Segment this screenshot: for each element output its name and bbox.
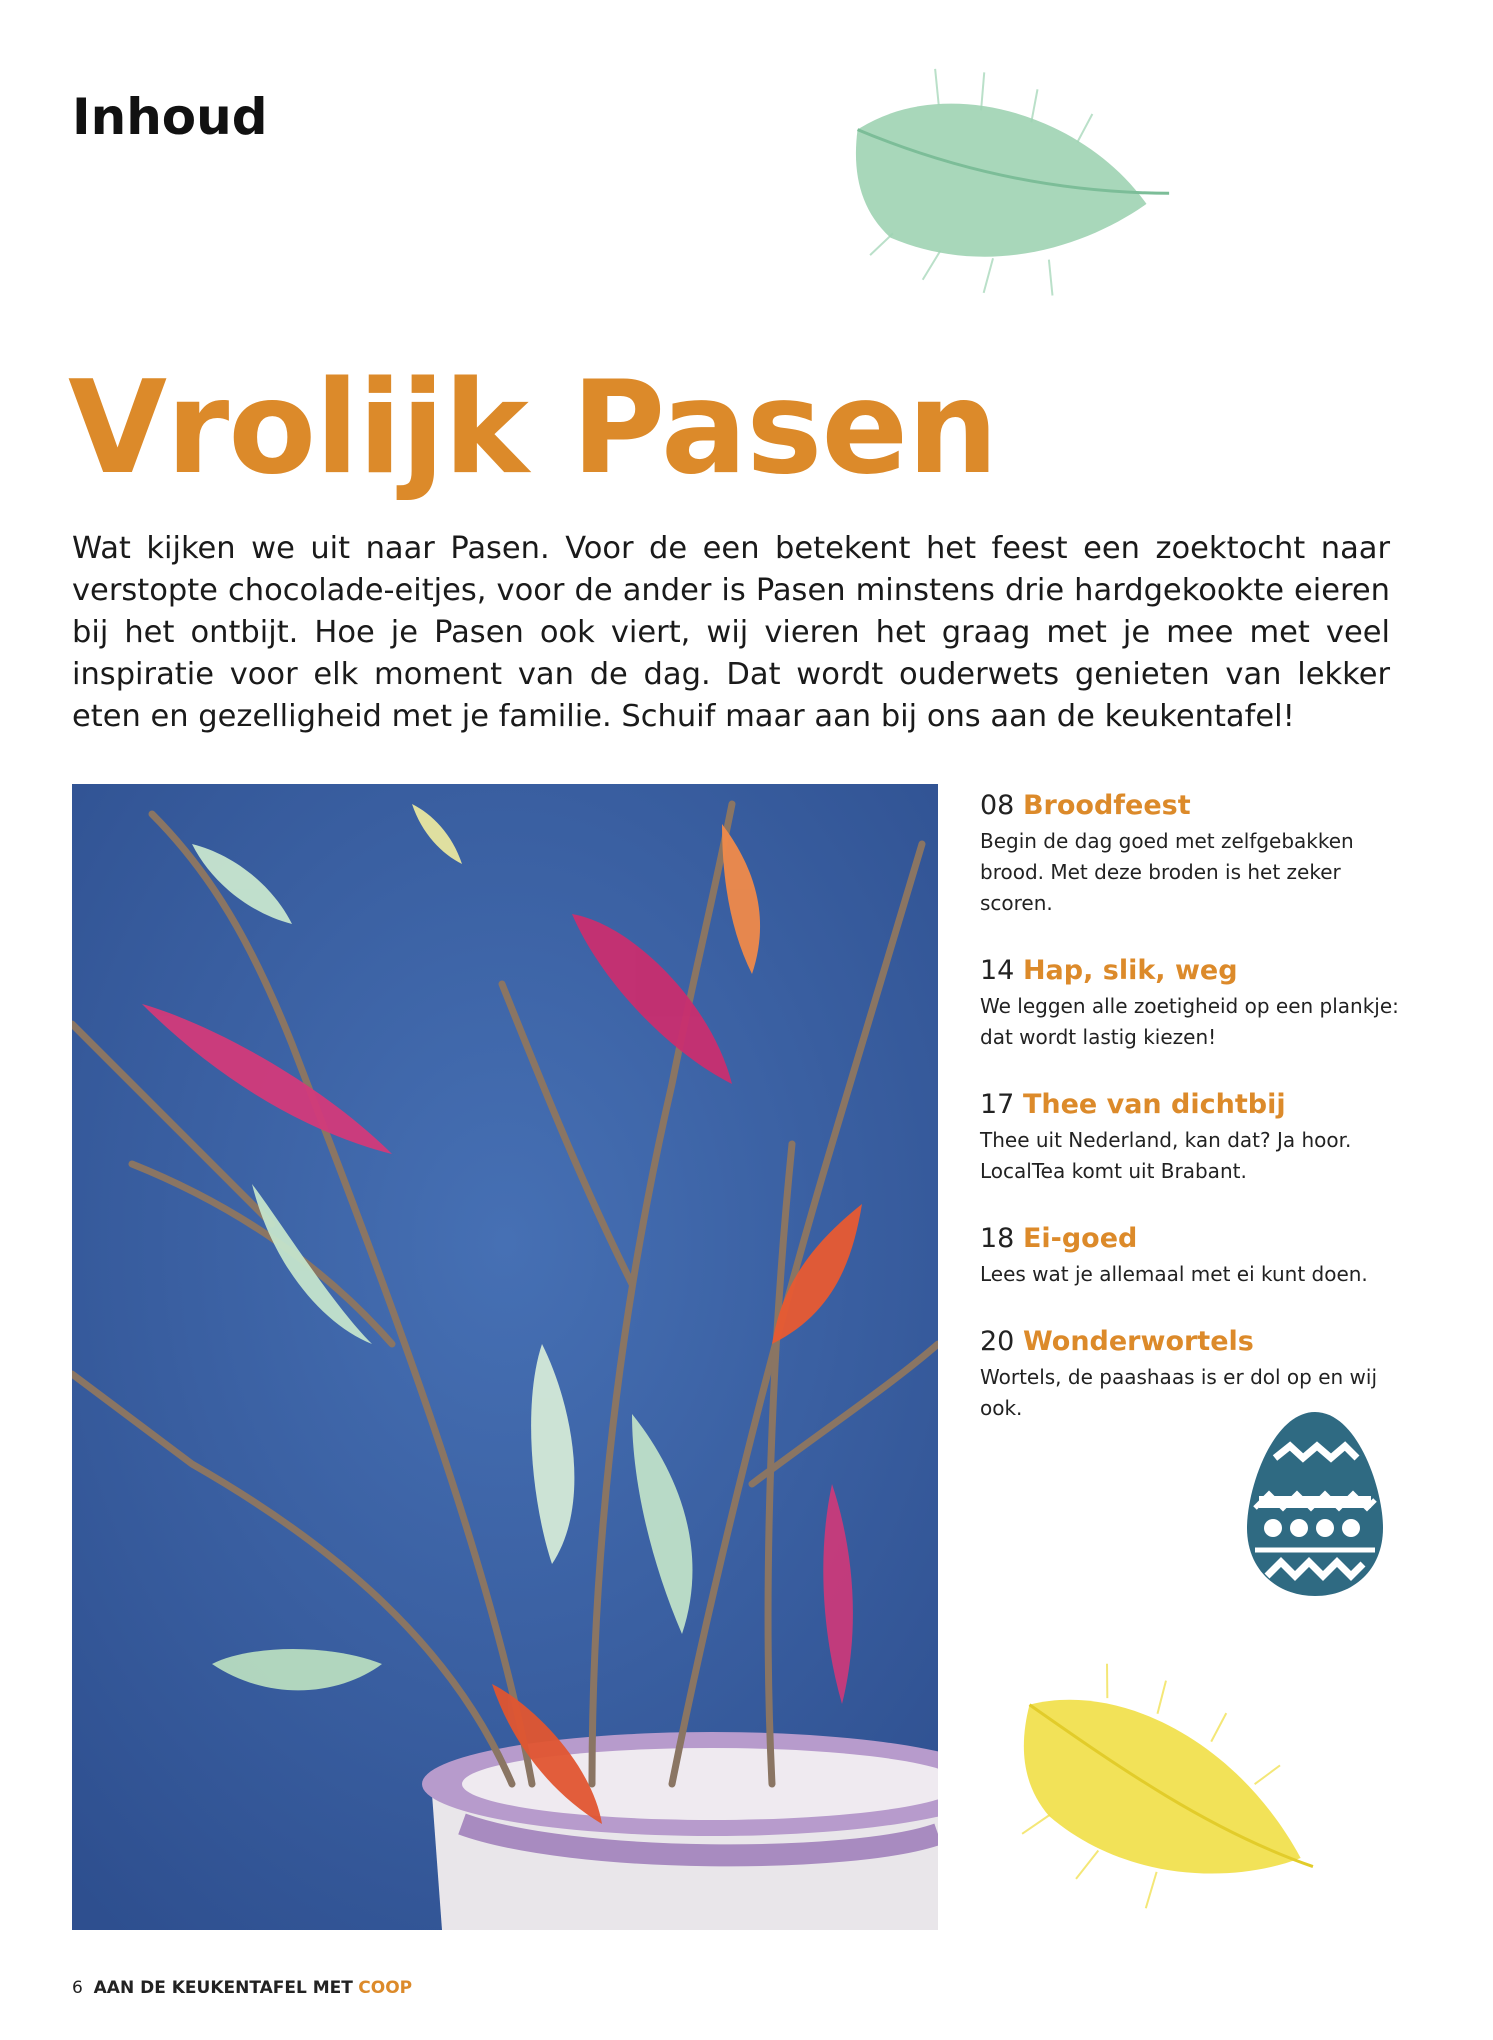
page-footer	[72, 1978, 412, 1998]
toc-description: Begin de dag goed met zelfgebakken brood. Met deze broden is het zeker scoren.	[980, 829, 1354, 915]
toc-description: Thee uit Nederland, kan dat? Ja hoor. LocalTea komt uit Brabant.	[980, 1128, 1352, 1183]
toc-item[interactable]	[980, 1221, 1400, 1290]
brand-name: COOP	[358, 1978, 413, 1998]
toc-title: Thee van dichtbij	[1022, 1089, 1286, 1120]
toc-item[interactable]	[980, 1087, 1400, 1187]
toc-page-number: 17	[980, 1089, 1015, 1120]
page-number: 6	[72, 1978, 83, 1998]
headline: Vrolijk Pasen	[68, 354, 998, 503]
toc-page-number: 18	[980, 1223, 1015, 1254]
easter-branches-photo	[72, 784, 938, 1930]
magazine-name: AAN DE KEUKENTAFEL MET	[93, 1978, 353, 1998]
toc-description: Wortels, de paashaas is er dol op en wij ook.	[980, 1365, 1378, 1420]
section-label: Inhoud	[72, 88, 268, 146]
intro-paragraph: Wat kijken we uit naar Pasen. Voor de een betekent het feest een zoektocht naar verstopte chocolade-eitjes, voor de ander is Pasen minstens drie hardgekookte eieren bij het ontbijt. Hoe je Pasen ook viert, wij vieren het graag met je mee met veel inspiratie voor elk moment van de dag. Dat wordt ouderwets genieten van lekker eten en gezelligheid met je familie. Schuif maar aan bij ons aan de keukentafel!	[72, 531, 1390, 734]
toc-page-number: 08	[980, 790, 1015, 821]
toc-description: Lees wat je allemaal met ei kunt doen.	[980, 1262, 1368, 1286]
yellow-feather-icon	[960, 1640, 1330, 1980]
toc-item[interactable]	[980, 788, 1400, 919]
toc-title: Wonderwortels	[1022, 1326, 1254, 1357]
toc-description: We leggen alle zoetigheid op een plankje: dat wordt lastig kiezen!	[980, 994, 1399, 1049]
toc-page-number: 20	[980, 1326, 1015, 1357]
table-of-contents	[980, 788, 1400, 1458]
green-feather-icon	[800, 40, 1180, 360]
toc-page-number: 14	[980, 955, 1015, 986]
toc-title: Ei-goed	[1022, 1223, 1138, 1254]
toc-title: Broodfeest	[1022, 790, 1191, 821]
toc-item[interactable]	[980, 953, 1400, 1053]
easter-egg-icon	[1245, 1408, 1385, 1598]
toc-title: Hap, slik, weg	[1022, 955, 1238, 986]
